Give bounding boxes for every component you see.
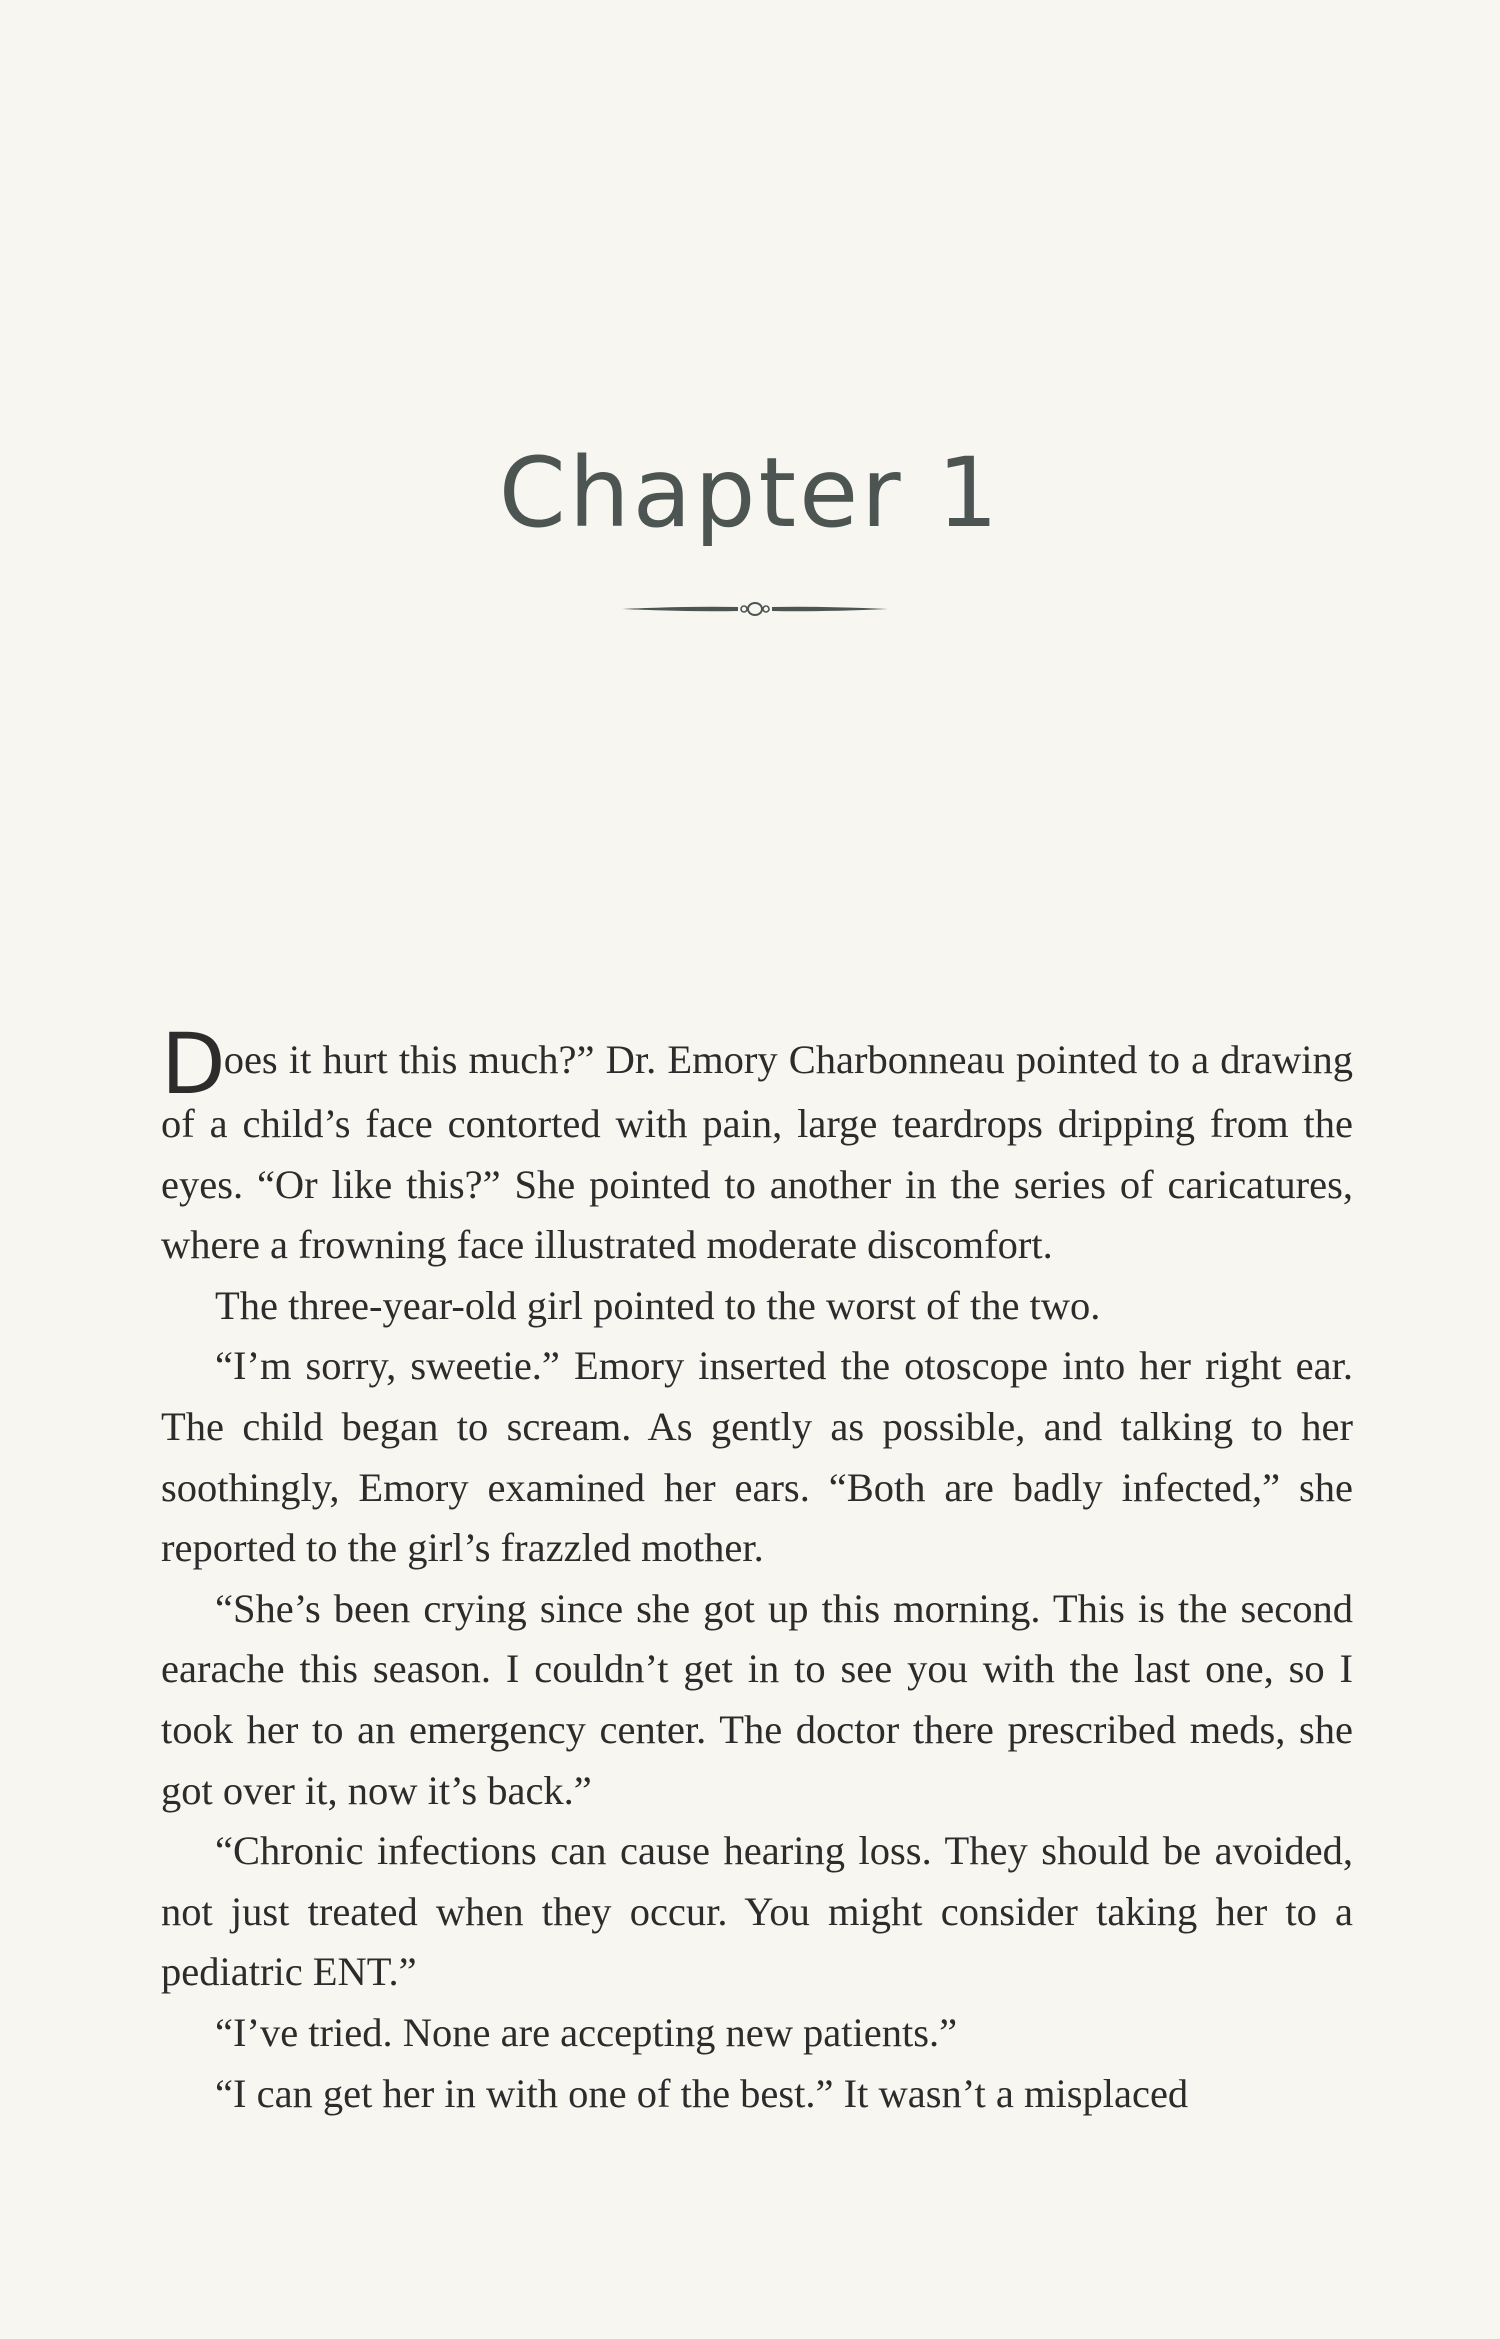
paragraph: “She’s been crying since she got up this morning. This is the second earache this season. I couldn’t get in to see you with the last one, so I took her to an emergency center. The doctor there prescribed meds, she got over it, now it’s back.” — [161, 1585, 1353, 1813]
paragraph: “I can get her in with one of the best.” It wasn’t a misplaced — [215, 2070, 1189, 2116]
chapter-body — [161, 1015, 1353, 2124]
paragraph — [161, 1015, 1353, 1276]
paragraph: “Chronic infections can cause hearing loss. They should be avoided, not just treated when they occur. You might consider taking her to a pediatric ENT.” — [161, 1828, 1353, 1995]
drop-cap: D — [161, 1015, 226, 1113]
paragraph: The three-year-old girl pointed to the worst of the two. — [215, 1282, 1101, 1328]
paragraph: “I’m sorry, sweetie.” Emory inserted the otoscope into her right ear. The child began to scream. As gently as possible, and talking to her soothingly, Emory examined her ears. “Both are badly infected,” she reported to the girl’s frazzled mother. — [161, 1343, 1353, 1571]
chapter-title: Chapter 1 — [498, 437, 1002, 549]
paragraph: “I’ve tried. None are accepting new patients.” — [215, 2009, 958, 2055]
paragraph-text: oes it hurt this much?” Dr. Emory Charbonneau pointed to a drawing of a child’s face contorted with pain, large teardrops dripping from the eyes. “Or like this?” She pointed to another in the series of caricatures, where a frowning face illustrated moderate discomfort. — [161, 1037, 1353, 1268]
ornament-divider-icon — [620, 596, 890, 622]
